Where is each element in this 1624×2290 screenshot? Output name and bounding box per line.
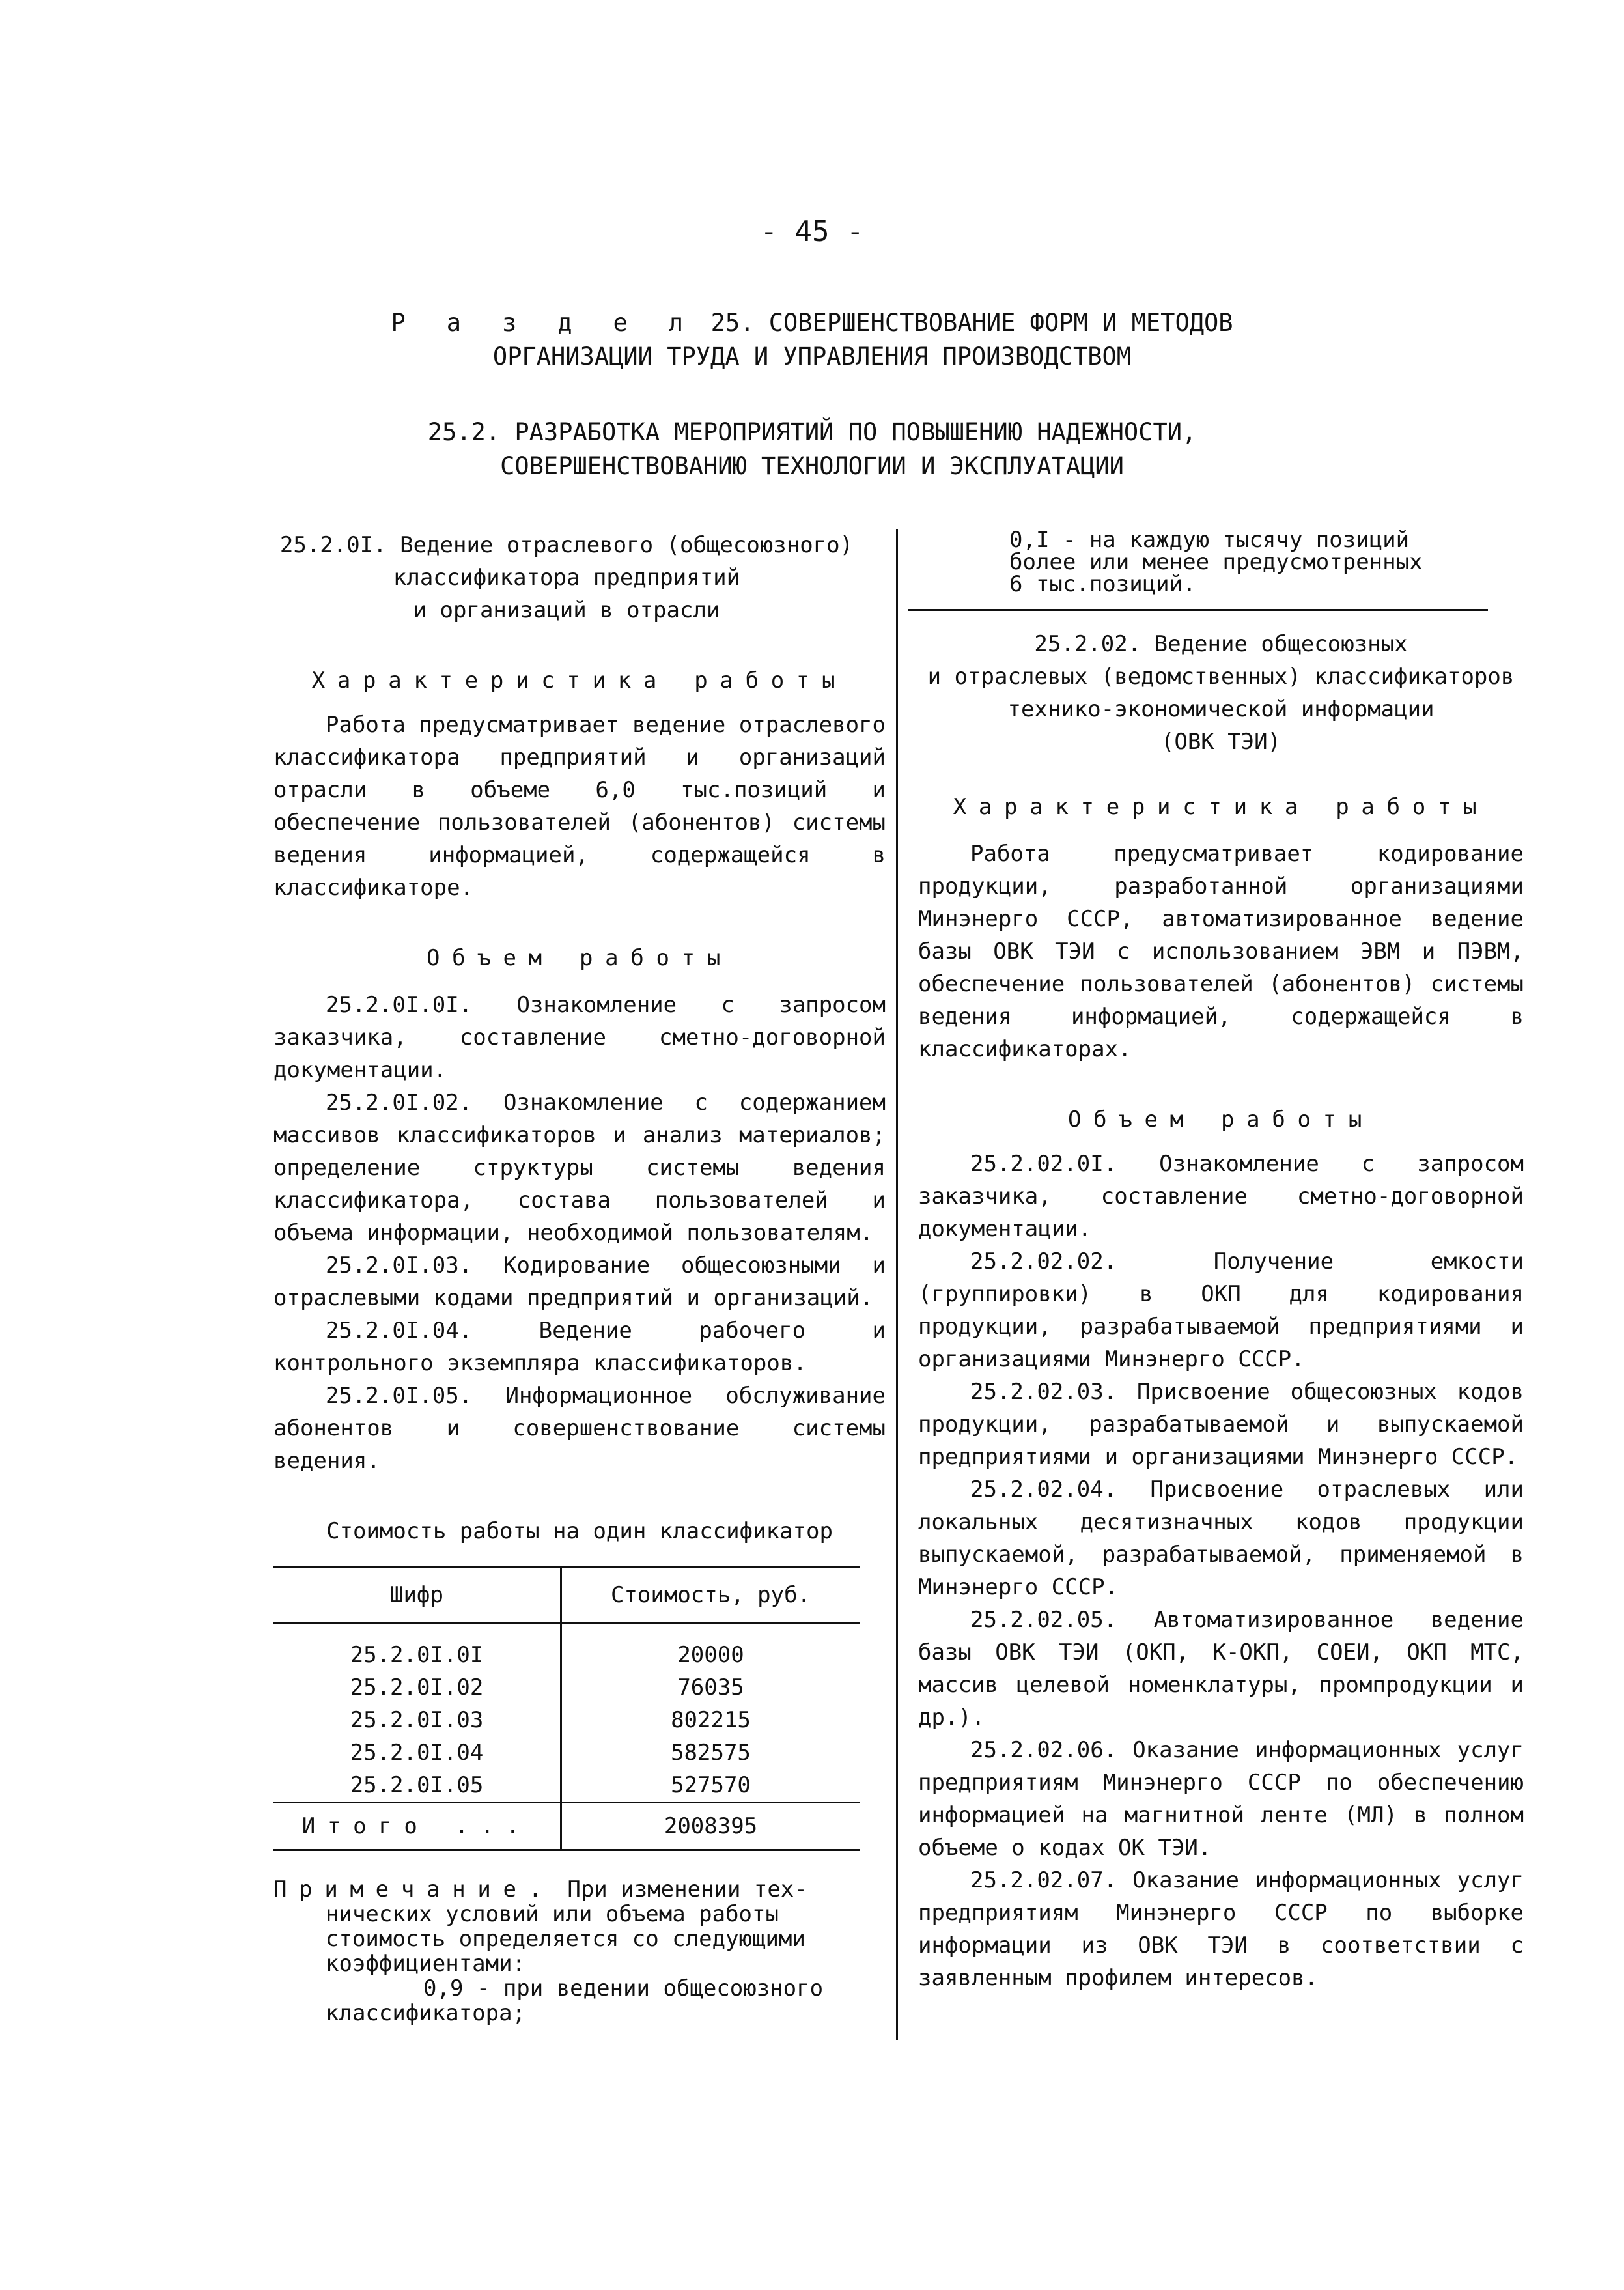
right-continuation [918, 529, 1524, 595]
row-code: 25.2.0I.0I [273, 1624, 561, 1672]
right-characteristic-text: Работа предусматривает кодирование продукции, разработанной организациями Минэнерго СССР, автоматизированное ведение базы ОВК ТЭИ с использованием ЭВМ и ПЭВМ, обеспечение пользователей (абонентов) системы ведения информацией, содержащейся в классификаторах. [918, 841, 1524, 1062]
row-cost: 582575 [671, 1740, 751, 1766]
section-title-line1: 25. СОВЕРШЕНСТВОВАНИЕ ФОРМ И МЕТОДОВ [710, 309, 1233, 337]
row-code: 25.2.0I.03 [273, 1704, 561, 1736]
left-item-title-line: классификатора предприятий [393, 565, 740, 591]
section-title-line2: ОРГАНИЗАЦИИ ТРУДА И УПРАВЛЕНИЯ ПРОИЗВОДСТВОМ [492, 343, 1132, 371]
left-column [273, 529, 886, 2026]
table-row [273, 1704, 860, 1736]
right-volume-item: 25.2.02.02. Получение емкости (группировки) в ОКП для кодирования продукции, разрабатываемой предприятиями и организациями Минэнерго СССР. [918, 1249, 1524, 1372]
row-cost: 20000 [677, 1642, 744, 1668]
right-volume-item: 25.2.02.07. Оказание информационных услуг предприятиям Минэнерго СССР по выборке информации из ОВК ТЭИ в соответствии с заявленным профилем интересов. [918, 1867, 1524, 1991]
total-value: 2008395 [561, 1803, 860, 1850]
right-volume-item: 25.2.02.05. Автоматизированное ведение базы ОВК ТЭИ (ОКП, К-ОКП, СОЕИ, ОКП МТС, массив целевой номенклатуры, промпродукции и др.). [918, 1607, 1524, 1731]
right-item-title-line: 25.2.02. Ведение общесоюзных [1034, 631, 1408, 657]
row-code: 25.2.0I.02 [273, 1671, 561, 1704]
row-cost: 76035 [677, 1675, 744, 1701]
right-volume-heading: Объем работы [1067, 1107, 1375, 1133]
subsection-line1: 25.2. РАЗРАБОТКА МЕРОПРИЯТИЙ ПО ПОВЫШЕНИЮ НАДЕЖНОСТИ, [427, 418, 1197, 446]
right-item-title-line: и отраслевых (ведомственных) классификаторов [927, 664, 1515, 690]
note-line: стоимость определяется со следующими [326, 1926, 805, 1952]
cost-title: Стоимость работы на один классификатор [326, 1518, 833, 1544]
right-volume-item: 25.2.02.06. Оказание информационных услуг предприятиям Минэнерго СССР по обеспечению информацией на магнитной ленте (МЛ) в полном объеме о кодах ОК ТЭИ. [918, 1737, 1524, 1861]
left-volume-item: 25.2.0I.03. Кодирование общесоюзными и отраслевыми кодами предприятий и организаций. [273, 1252, 886, 1311]
section-prefix: Р а з д е л [391, 309, 697, 337]
left-item-title-line: 25.2.0I. Ведение отраслевого (общесоюзного) [279, 532, 854, 558]
right-volume-item: 25.2.02.0I. Ознакомление с запросом заказчика, составление сметно-договорной документации. [918, 1151, 1524, 1242]
note-line: При изменении тех- [567, 1876, 807, 1902]
left-volume-heading: Объем работы [426, 945, 733, 971]
table-total-row [273, 1803, 860, 1850]
right-item-title [918, 628, 1524, 758]
right-column [918, 529, 1524, 1994]
continuation-line: 0,I - на каждую тысячу позиций [1009, 527, 1410, 553]
right-item-title-line: технико-экономической информации [1007, 696, 1435, 722]
row-cost: 527570 [671, 1772, 751, 1798]
row-code: 25.2.0I.04 [273, 1736, 561, 1769]
right-volume-item: 25.2.02.04. Присвоение отраслевых или локальных десятизначных кодов продукции выпускаемой, разрабатываемой, применяемой в Минэнерго СССР. [918, 1477, 1524, 1600]
continuation-line: более или менее предусмотренных [1009, 549, 1423, 575]
continuation-line: 6 тыс.позиций. [1009, 571, 1196, 597]
left-item-title-line: и организаций в отрасли [413, 597, 720, 623]
note-label: Примечание. [273, 1876, 554, 1902]
left-characteristic-heading: Характеристика работы [311, 668, 848, 694]
page-number: - 45 - [760, 215, 864, 248]
left-characteristic-text: Работа предусматривает ведение отраслевого классификатора предприятий и организаций отрасли в объеме 6,0 тыс.позиций и обеспечение пользователей (абонентов) системы ведения информацией, содержащейся в классификаторе. [273, 712, 886, 901]
left-volume-item: 25.2.0I.02. Ознакомление с содержанием массивов классификаторов и анализ материалов; определение структуры системы ведения классификатора, состава пользователей и объема информации, необходимой пользователям. [273, 1090, 886, 1246]
note-line: нических условий или объема работы [326, 1901, 779, 1927]
cost-table-header [273, 1567, 860, 1624]
right-characteristic-heading: Характеристика работы [953, 794, 1489, 820]
note [273, 1877, 886, 2026]
note-line: коэффициентами: [326, 1951, 526, 1977]
left-volume-item: 25.2.0I.04. Ведение рабочего и контрольного экземпляра классификаторов. [273, 1318, 886, 1376]
row-cost: 802215 [671, 1707, 751, 1733]
table-row [273, 1624, 860, 1672]
section-heading [0, 306, 1624, 374]
cost-table [273, 1566, 860, 1851]
header-code: Шифр [273, 1567, 561, 1624]
left-volume-item: 25.2.0I.0I. Ознакомление с запросом заказчика, составление сметно-договорной документации. [273, 992, 886, 1083]
subsection-heading [0, 416, 1624, 483]
header-cost: Стоимость, руб. [561, 1567, 860, 1624]
row-code: 25.2.0I.05 [273, 1769, 561, 1803]
left-item-title [273, 529, 886, 627]
column-divider [896, 529, 898, 2040]
right-volume-item: 25.2.02.03. Присвоение общесоюзных кодов продукции, разрабатываемой и выпускаемой предприятиями и организациями Минэнерго СССР. [918, 1379, 1524, 1470]
table-row [273, 1769, 860, 1803]
left-volume-item: 25.2.0I.05. Информационное обслуживание абонентов и совершенствование системы ведения. [273, 1383, 886, 1474]
total-label: Итого ... [273, 1803, 561, 1850]
subsection-line2: СОВЕРШЕНСТВОВАНИЮ ТЕХНОЛОГИИ И ЭКСПЛУАТАЦИИ [500, 452, 1124, 480]
table-row [273, 1736, 860, 1769]
right-item-title-line: (ОВК ТЭИ) [1160, 729, 1281, 755]
note-line: 0,9 - при ведении общесоюзного [423, 1975, 824, 2001]
table-row [273, 1671, 860, 1704]
note-line: классификатора; [326, 2000, 526, 2026]
